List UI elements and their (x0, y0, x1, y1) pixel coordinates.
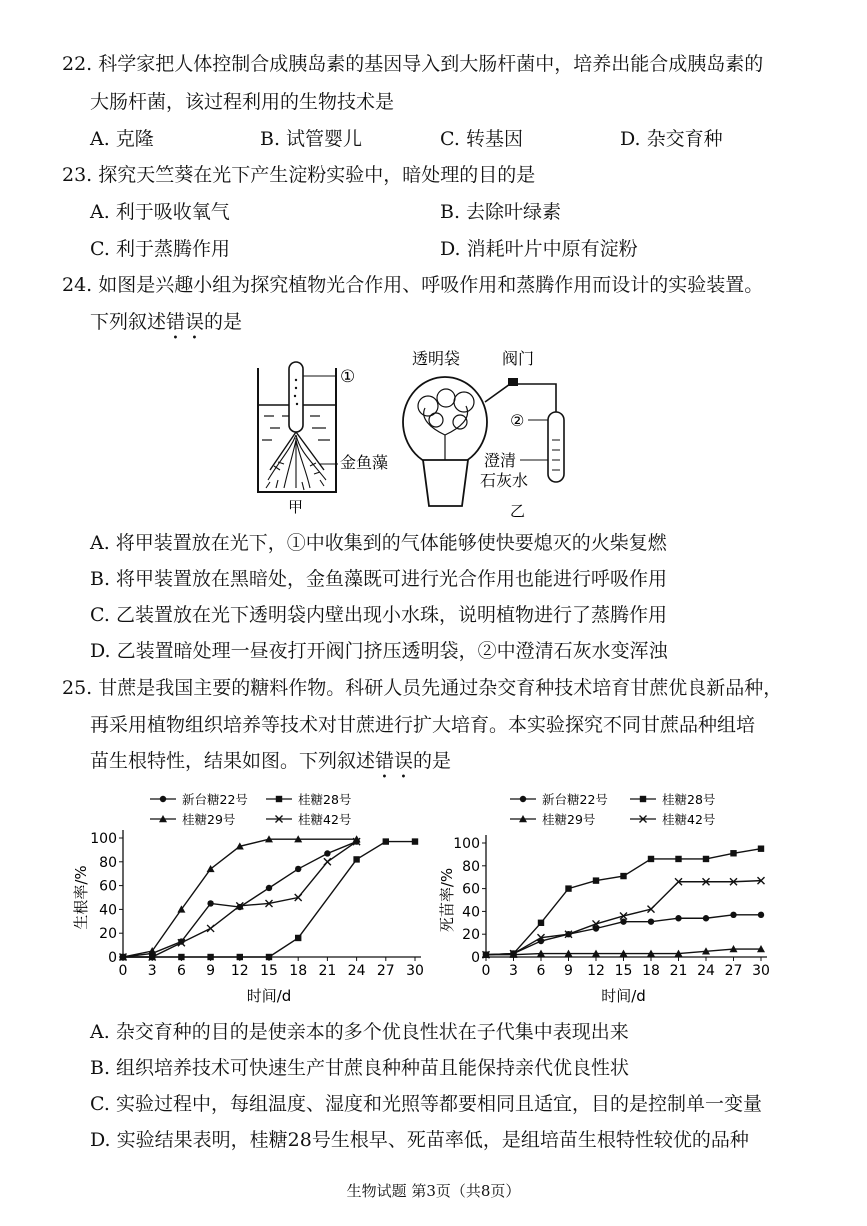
q24-stem-pre: 下列叙述 (90, 311, 167, 333)
x-tick-label: 9 (564, 963, 573, 979)
data-point (237, 954, 243, 960)
y-tick-label: 80 (462, 858, 480, 875)
x-tick-label: 6 (536, 963, 546, 979)
data-point (675, 856, 681, 862)
q25-stem-post: 的是 (413, 750, 452, 772)
y-tick-label: 100 (453, 836, 480, 852)
q22-stem-line2: 大肠杆菌，该过程利用的生物技术是 (90, 91, 395, 113)
x-tick-label: 27 (724, 963, 743, 979)
label-valve: 阀门 (502, 349, 535, 368)
q24-option-b: B. 将甲装置放在黑暗处，金鱼藻既可进行光合作用也能进行呼吸作用 (90, 568, 668, 590)
legend-label: 桂糖29号 (182, 812, 236, 827)
label-lime-1: 澄清 (484, 451, 517, 470)
q25-stem-line3 (90, 749, 451, 783)
data-point (207, 900, 213, 906)
seedling-death-rate-chart (438, 785, 788, 1010)
data-point (593, 877, 599, 883)
legend-label: 桂糖42号 (298, 812, 352, 827)
y-tick-label: 80 (99, 854, 117, 871)
label-jia: 甲 (288, 498, 304, 516)
x-tick-label: 3 (147, 963, 157, 979)
x-tick-label: 3 (509, 963, 518, 979)
q23-option-b: B. 去除叶绿素 (440, 201, 562, 223)
data-point (207, 954, 213, 960)
q24-option-a: A. 将甲装置放在光下，①中收集到的气体能够使快要熄灭的火柴复燃 (90, 532, 667, 554)
legend-marker (276, 796, 282, 802)
x-tick-label: 21 (669, 963, 688, 979)
y-tick-label: 60 (462, 881, 480, 898)
q25-option-c: C. 实验过程中，每组温度、湿度和光照等都要相同且适宜，目的是控制单一变量 (90, 1093, 762, 1115)
x-tick-label: 9 (206, 963, 216, 979)
x-tick-label: 30 (752, 963, 770, 979)
label-yi: 乙 (510, 502, 526, 520)
y-tick-label: 0 (471, 950, 480, 966)
x-tick-label: 12 (230, 963, 249, 979)
q25-option-b: B. 组织培养技术可快速生产甘蔗良种种苗且能保持亲代优良性状 (90, 1057, 630, 1079)
page-footer: 生物试题 第3页（共8页） (346, 1182, 521, 1200)
q24-option-d: D. 乙装置暗处理一昼夜打开阀门挤压透明袋，②中澄清石灰水变浑浊 (90, 640, 668, 662)
x-tick-label: 15 (260, 963, 278, 979)
y-tick-label: 0 (108, 950, 117, 966)
data-point (620, 918, 626, 924)
data-point (675, 915, 681, 921)
q25-option-a: A. 杂交育种的目的是使亲本的多个优良性状在子代集中表现出来 (90, 1021, 629, 1043)
x-axis-title: 时间/d (601, 987, 646, 1005)
label-1: ① (340, 367, 356, 387)
y-tick-label: 40 (99, 902, 117, 919)
data-point (730, 850, 736, 856)
x-tick-label: 21 (318, 963, 337, 979)
data-point (648, 856, 654, 862)
q25-stem-line2: 再采用植物组织培养等技术对甘蔗进行扩大培育。本实验探究不同甘蔗品种组培 (90, 714, 756, 736)
y-axis-title: 生根率/% (72, 865, 90, 930)
rooting-rate-chart (70, 785, 430, 1010)
x-tick-label: 15 (614, 963, 633, 979)
label-bag: 透明袋 (412, 349, 461, 368)
data-point (620, 873, 626, 879)
data-point (324, 858, 331, 865)
series-line (123, 842, 357, 957)
data-point (538, 920, 544, 926)
x-tick-label: 6 (176, 963, 186, 979)
x-tick-label: 12 (587, 963, 605, 979)
q22-stem-line1: 22. 科学家把人体控制合成胰岛素的基因导入到大肠杆菌中，培养出能合成胰岛素的 (62, 53, 764, 75)
x-tick-label: 18 (289, 963, 308, 979)
y-axis-title: 死苗率/% (438, 867, 456, 933)
series-line (486, 881, 761, 955)
data-point (295, 866, 301, 872)
legend-marker (640, 796, 646, 802)
q24-emphasis-wrong: 错误 (166, 311, 205, 333)
y-tick-label: 100 (90, 831, 117, 847)
q25-option-d: D. 实验结果表明，桂糖28号生根早、死苗率低，是组培苗生根特性较优的品种 (90, 1129, 749, 1151)
q23-option-a: A. 利于吸收氧气 (90, 201, 230, 223)
data-point (703, 915, 709, 921)
q24-stem-line1: 24. 如图是兴趣小组为探究植物光合作用、呼吸作用和蒸腾作用而设计的实验装置。 (62, 274, 764, 296)
legend-label: 桂糖42号 (662, 812, 716, 827)
data-point (730, 912, 736, 918)
legend-marker (160, 796, 166, 802)
data-point (703, 856, 709, 862)
series-line (486, 849, 761, 955)
label-2: ② (510, 411, 525, 430)
label-lime-2: 石灰水 (480, 471, 529, 490)
data-point (295, 935, 301, 941)
q24-stem-line2 (90, 310, 242, 344)
x-tick-label: 30 (406, 963, 424, 979)
y-tick-label: 20 (462, 927, 480, 944)
x-tick-label: 27 (376, 963, 395, 979)
data-point (324, 850, 330, 856)
data-point (383, 838, 389, 844)
data-point (565, 885, 571, 891)
legend-label: 桂糖29号 (542, 812, 596, 827)
x-tick-label: 0 (481, 963, 491, 979)
q22-option-d: D. 杂交育种 (620, 128, 723, 150)
q24-stem-post: 的是 (204, 311, 243, 333)
q23-option-c: C. 利于蒸腾作用 (90, 238, 230, 260)
bag-yi (403, 349, 564, 520)
x-axis-title: 时间/d (246, 987, 292, 1005)
x-tick-label: 24 (347, 963, 366, 979)
q22-option-b: B. 试管婴儿 (260, 128, 363, 150)
x-tick-label: 0 (118, 963, 128, 979)
data-point (412, 838, 418, 844)
legend-label: 桂糖28号 (662, 792, 716, 807)
y-tick-label: 20 (99, 926, 117, 943)
y-tick-label: 60 (99, 878, 117, 895)
series-line (123, 842, 415, 957)
q24-apparatus-figure (240, 340, 600, 520)
q22-option-a: A. 克隆 (90, 128, 154, 150)
q23-stem: 23. 探究天竺葵在光下产生淀粉实验中，暗处理的目的是 (62, 164, 536, 186)
series-line (123, 842, 357, 957)
x-tick-label: 18 (642, 963, 660, 979)
data-point (178, 954, 184, 960)
data-point (758, 912, 764, 918)
legend-marker (520, 796, 526, 802)
data-point (266, 954, 272, 960)
legend-label: 新台糖22号 (542, 792, 608, 807)
data-point (207, 925, 214, 932)
q24-option-c: C. 乙装置放在光下透明袋内壁出现小水珠，说明植物进行了蒸腾作用 (90, 604, 667, 626)
q23-option-d: D. 消耗叶片中原有淀粉 (440, 238, 638, 260)
data-point (353, 856, 359, 862)
data-point (648, 918, 654, 924)
data-point (266, 885, 272, 891)
legend-label: 新台糖22号 (182, 792, 248, 807)
x-tick-label: 24 (697, 963, 715, 979)
legend-label: 桂糖28号 (298, 792, 352, 807)
data-point (758, 846, 764, 852)
q25-emphasis-wrong: 错误 (375, 750, 414, 772)
q25-stem-line1: 25. 甘蔗是我国主要的糖料作物。科研人员先通过杂交育种技术培育甘蔗优良新品种， (62, 677, 783, 699)
q25-stem-pre: 苗生根特性，结果如图。下列叙述 (90, 750, 376, 772)
q22-option-c: C. 转基因 (440, 128, 523, 150)
y-tick-label: 40 (462, 904, 480, 921)
beaker-jia (258, 360, 388, 516)
label-goldfish-weed: 金鱼藻 (340, 453, 389, 472)
